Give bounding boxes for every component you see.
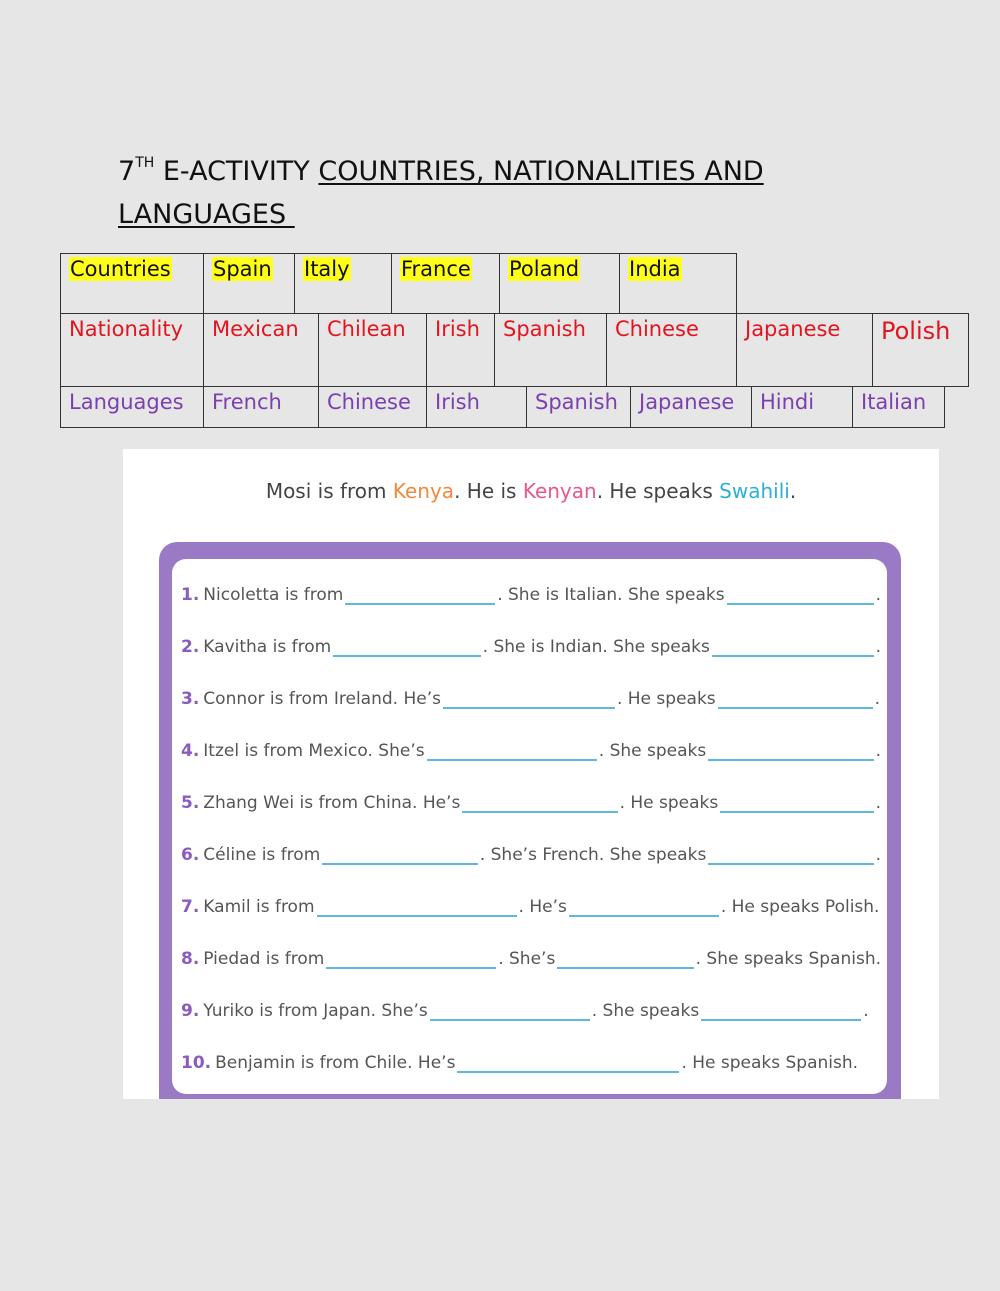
countries-cell	[203, 253, 295, 314]
country-text: Poland	[509, 257, 580, 281]
languages-cell	[426, 386, 527, 428]
exercise-7	[181, 887, 881, 917]
exercise-text: Connor is from Ireland. He’s	[203, 689, 441, 709]
country-text: France	[401, 257, 471, 281]
language-text: Spanish	[535, 390, 618, 414]
answer-blank[interactable]	[718, 689, 873, 709]
exercise-text: Kavitha is from	[203, 637, 332, 657]
exercise-4	[181, 731, 881, 761]
nationality-header: Nationality	[69, 317, 184, 341]
exercise-3	[181, 679, 881, 709]
language-text: French	[212, 390, 282, 414]
answer-blank[interactable]	[326, 949, 496, 969]
title-topic-line1: COUNTRIES, NATIONALITIES AND	[318, 156, 764, 187]
exercise-text: . She is Indian. She speaks	[482, 637, 710, 657]
title-line-1	[118, 150, 838, 193]
language-text: Japanese	[639, 390, 735, 414]
countries-header-cell	[60, 253, 204, 314]
exercise-text: . She’s French. She speaks	[479, 845, 707, 865]
title-topic-line2: LANGUAGES	[118, 199, 295, 230]
answer-blank[interactable]	[462, 793, 617, 813]
countries-header: Countries	[70, 257, 171, 281]
textbook-exercise-image	[123, 449, 939, 1099]
language-text: Italian	[861, 390, 927, 414]
exercise-number: 8.	[181, 949, 200, 969]
exercise-text: . She’s	[498, 949, 556, 969]
exercise-text: . He speaks	[616, 689, 716, 709]
languages-cell	[203, 386, 319, 428]
answer-blank[interactable]	[708, 845, 873, 865]
example-part: . He is	[454, 479, 523, 503]
activity-title	[118, 150, 838, 236]
answer-blank[interactable]	[557, 949, 693, 969]
exercise-text: .	[874, 689, 881, 709]
nationality-text: Chilean	[327, 317, 406, 341]
exercise-number: 7.	[181, 897, 200, 917]
answer-blank[interactable]	[443, 689, 615, 709]
answer-blank[interactable]	[333, 637, 480, 657]
example-part: .	[789, 479, 797, 503]
exercise-text: . She speaks	[591, 1001, 700, 1021]
title-line-2	[118, 193, 838, 236]
example-language: Swahili	[719, 479, 790, 503]
exercise-text: . He speaks Spanish.	[681, 1053, 859, 1073]
exercise-text: Kamil is from	[203, 897, 315, 917]
answer-blank[interactable]	[317, 897, 517, 917]
exercise-number: 9.	[181, 1001, 200, 1021]
exercise-text: . He speaks Polish.	[720, 897, 880, 917]
answer-blank[interactable]	[322, 845, 478, 865]
country-text: Spain	[213, 257, 272, 281]
answer-blank[interactable]	[345, 585, 495, 605]
exercise-text: .	[875, 637, 881, 657]
nationality-cell	[203, 313, 319, 387]
exercise-text: Itzel is from Mexico. She’s	[203, 741, 425, 761]
nationality-cell	[494, 313, 607, 387]
exercise-text: Zhang Wei is from China. He’s	[203, 793, 461, 813]
answer-blank[interactable]	[701, 1001, 861, 1021]
exercise-number: 6.	[181, 845, 200, 865]
example-part: Mosi is from	[265, 479, 393, 503]
exercise-1	[181, 575, 881, 605]
exercise-text: Nicoletta is from	[203, 585, 344, 605]
nationality-header-cell	[60, 313, 204, 387]
answer-blank[interactable]	[720, 793, 873, 813]
countries-cell	[619, 253, 737, 314]
nationality-text: Chinese	[615, 317, 699, 341]
answer-blank[interactable]	[430, 1001, 590, 1021]
nationality-cell	[872, 313, 969, 387]
exercise-6	[181, 835, 881, 865]
answer-blank[interactable]	[712, 637, 874, 657]
exercise-5	[181, 783, 881, 813]
languages-cell	[318, 386, 427, 428]
answer-blank[interactable]	[727, 585, 874, 605]
nationality-cell	[318, 313, 427, 387]
exercise-text: . He speaks	[619, 793, 719, 813]
exercise-text: Yuriko is from Japan. She’s	[203, 1001, 428, 1021]
exercise-text: Piedad is from	[203, 949, 325, 969]
countries-cell	[391, 253, 500, 314]
exercise-text: .	[875, 585, 881, 605]
exercise-number: 5.	[181, 793, 200, 813]
nationality-cell	[606, 313, 737, 387]
language-text: Chinese	[327, 390, 411, 414]
answer-blank[interactable]	[708, 741, 873, 761]
exercise-number: 10.	[181, 1053, 212, 1073]
nationality-text: Irish	[435, 317, 480, 341]
example-nationality: Kenyan	[522, 479, 597, 503]
exercise-text: .	[875, 741, 881, 761]
exercise-number: 1.	[181, 585, 200, 605]
example-sentence	[123, 479, 939, 503]
exercise-number: 4.	[181, 741, 200, 761]
nationality-text: Polish	[881, 317, 951, 345]
title-superscript: TH	[135, 155, 155, 171]
exercise-number: 2.	[181, 637, 200, 657]
exercise-text: Benjamin is from Chile. He’s	[215, 1053, 456, 1073]
answer-blank[interactable]	[457, 1053, 679, 1073]
nationality-text: Japanese	[745, 317, 841, 341]
languages-cell	[751, 386, 853, 428]
languages-cell	[526, 386, 631, 428]
title-number: 7	[118, 156, 136, 187]
languages-header-cell	[60, 386, 204, 428]
exercise-text: . She speaks Spanish.	[695, 949, 881, 969]
answer-blank[interactable]	[569, 897, 719, 917]
countries-cell	[294, 253, 392, 314]
languages-cell	[630, 386, 752, 428]
exercise-text: .	[875, 845, 881, 865]
exercise-text: .	[863, 1001, 869, 1021]
exercise-9	[181, 991, 881, 1021]
exercise-8	[181, 939, 881, 969]
exercise-2	[181, 627, 881, 657]
exercise-text: . He’s	[518, 897, 567, 917]
exercise-text: .	[875, 793, 881, 813]
exercise-text: . She speaks	[598, 741, 707, 761]
exercise-text: . She is Italian. She speaks	[497, 585, 725, 605]
exercise-10	[181, 1043, 881, 1073]
exercise-number: 3.	[181, 689, 200, 709]
exercise-text: Céline is from	[203, 845, 321, 865]
language-text: Hindi	[760, 390, 815, 414]
nationality-text: Spanish	[503, 317, 586, 341]
nationality-cell	[426, 313, 495, 387]
country-text: Italy	[304, 257, 350, 281]
language-text: Irish	[435, 390, 480, 414]
nationality-cell	[736, 313, 873, 387]
title-prefix: E-ACTIVITY	[154, 156, 319, 187]
nationality-text: Mexican	[212, 317, 299, 341]
country-text: India	[629, 257, 681, 281]
example-country: Kenya	[392, 479, 455, 503]
languages-header: Languages	[69, 390, 184, 414]
example-part: . He speaks	[596, 479, 720, 503]
answer-blank[interactable]	[427, 741, 597, 761]
languages-cell	[852, 386, 945, 428]
countries-cell	[499, 253, 620, 314]
